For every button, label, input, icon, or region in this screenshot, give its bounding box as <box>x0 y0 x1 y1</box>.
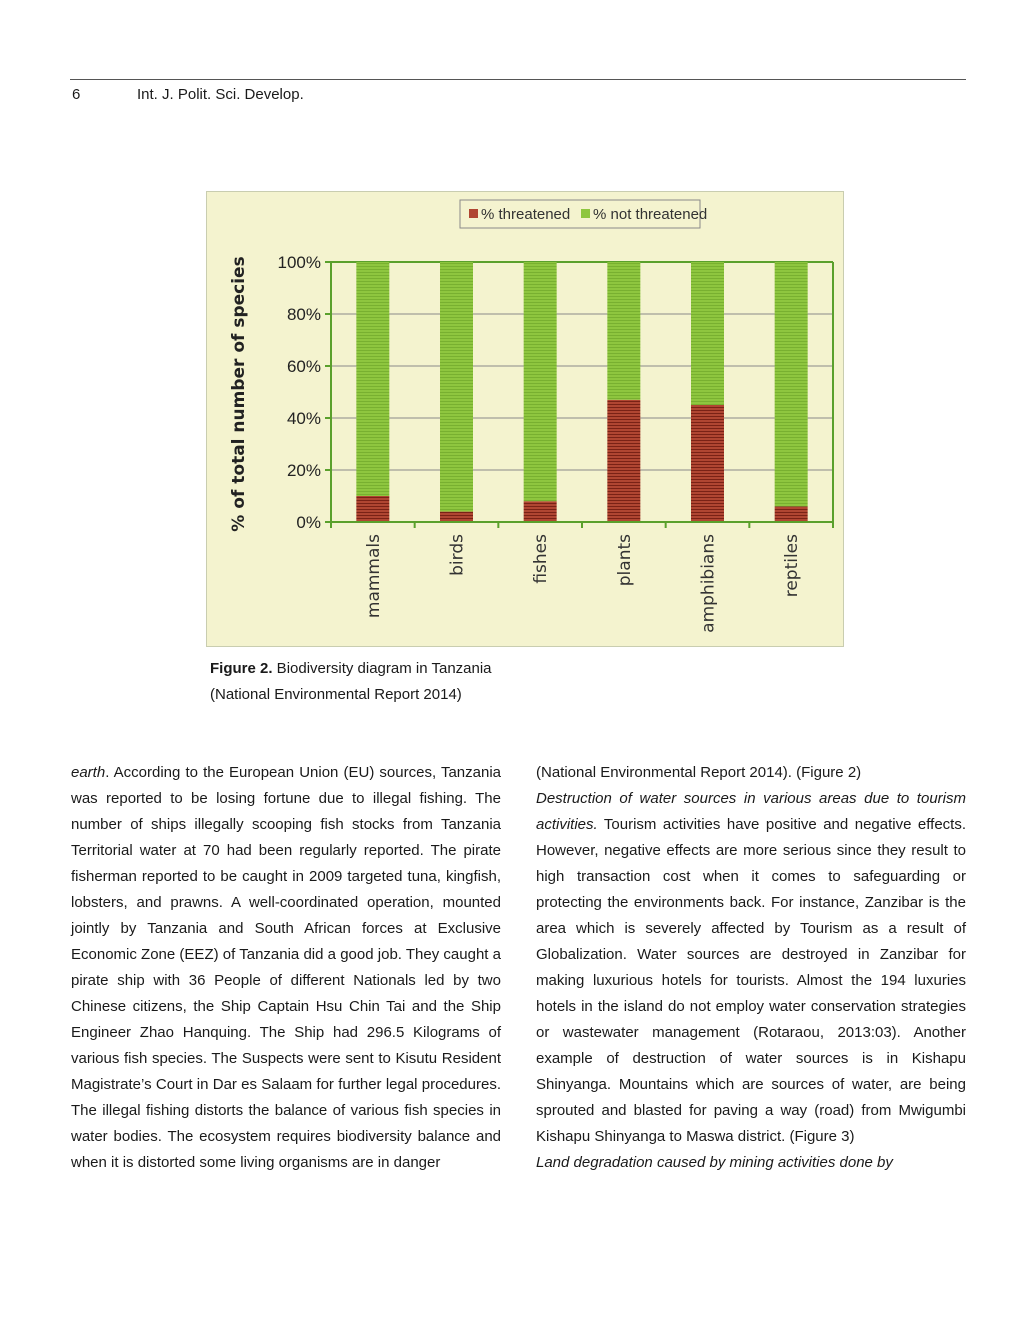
bar-fishes-not-threatened <box>524 262 557 501</box>
figure-2 <box>206 191 844 647</box>
y-tick-label: 100% <box>277 253 321 272</box>
caption-source: (National Environmental Report 2014) <box>210 686 462 703</box>
legend-swatch-threatened <box>469 209 478 218</box>
x-tick-label-amphibians: amphibians <box>698 534 719 633</box>
section-heading-land: Land degradation caused by mining activities done by <box>536 1154 893 1171</box>
right-first-line: (National Environmental Report 2014). (Figure 2) <box>536 764 862 781</box>
bar-birds-threatened <box>440 512 473 522</box>
left-lead-italic: earth <box>71 764 106 781</box>
figure-caption <box>210 656 630 682</box>
legend-label-threatened: % threatened <box>481 206 571 223</box>
bar-plants-not-threatened <box>607 262 640 400</box>
right-paragraph <box>536 786 966 1150</box>
bar-birds-not-threatened <box>440 262 473 512</box>
bar-plants-threatened <box>607 400 640 522</box>
x-tick-label-mammals: mammals <box>363 534 384 619</box>
bar-reptiles-threatened <box>775 506 808 522</box>
section-heading-water: Destruction of water sources in various areas due to tourism activities. <box>536 790 966 833</box>
caption-label: Figure 2. <box>210 660 273 677</box>
y-axis-label: % of total number of species <box>229 256 249 532</box>
y-tick-label: 80% <box>286 305 321 324</box>
y-tick-label: 40% <box>286 409 321 428</box>
x-tick-label-plants: plants <box>614 534 635 587</box>
bar-mammals-not-threatened <box>356 262 389 496</box>
bar-fishes-threatened <box>524 501 557 522</box>
x-tick-label-reptiles: reptiles <box>782 534 803 598</box>
y-tick-label: 0% <box>296 513 321 532</box>
right-column <box>536 760 966 1176</box>
legend-label-not-threatened: % not threatened <box>593 206 708 223</box>
bar-mammals-threatened <box>356 496 389 522</box>
legend-swatch-not-threatened <box>581 209 590 218</box>
header-rule <box>70 79 966 80</box>
left-paragraph <box>71 760 501 1176</box>
x-tick-label-birds: birds <box>447 534 468 576</box>
bar-amphibians-not-threatened <box>691 262 724 405</box>
caption-text: Biodiversity diagram in Tanzania <box>272 660 492 677</box>
page-number: 6 <box>72 86 81 103</box>
right-body-text: Tourism activities have positive and negative effects. However, negative effects are more serious since they result to high transaction cost when it comes to safeguarding or protecting the environments back. For instance, Zanzibar is the area which is severely affected by Tourism as a result of Globalization. Water sources are destroyed in Zanzibar for making luxurious hotels for tourists. Almost the 194 luxuries hotels in the island do not employ water conservation strategies or wastewater management (Rotaraou, 2013:03). Another example of destruction of water sources is in Kishapu Shinyanga. Mountains which are sources of water, are being sprouted and blasted for paving a way (road) from Mwigumbi Kishapu Shinyanga to Maswa district. (Figure 3) <box>536 816 966 1145</box>
y-tick-label: 60% <box>286 357 321 376</box>
biodiversity-chart <box>207 192 844 647</box>
y-tick-label: 20% <box>286 461 321 480</box>
bar-reptiles-not-threatened <box>775 262 808 506</box>
left-column <box>71 760 501 1176</box>
bar-amphibians-threatened <box>691 405 724 522</box>
journal-title: Int. J. Polit. Sci. Develop. <box>137 86 304 103</box>
x-tick-label-fishes: fishes <box>531 534 552 584</box>
left-body-text: . According to the European Union (EU) sources, Tanzania was reported to be losing fortune due to illegal fishing. The number of ships illegally scooping fish stocks from Tanzania Territorial water at 70 had been regularly reported. The pirate fisherman reported to be caught in 2009 targeted tuna, kingfish, lobsters, and prawns. A well-coordinated operation, mounted jointly by Tanzania and South African forces at Exclusive Economic Zone (EEZ) of Tanzania did a good job. They caught a pirate ship with 36 People of different Nationals led by two Chinese citizens, the Ship Captain Hsu Chin Tai and the Ship Engineer Zhao Hanquing. The Ship had 296.5 Kilograms of various fish species. The Suspects were sent to Kisutu Resident Magistrate’s Court in Dar es Salaam for further legal procedures. The illegal fishing distorts the balance of various fish species in water bodies. The ecosystem requires biodiversity balance and when it is distorted some living organisms are in danger <box>71 764 501 1171</box>
